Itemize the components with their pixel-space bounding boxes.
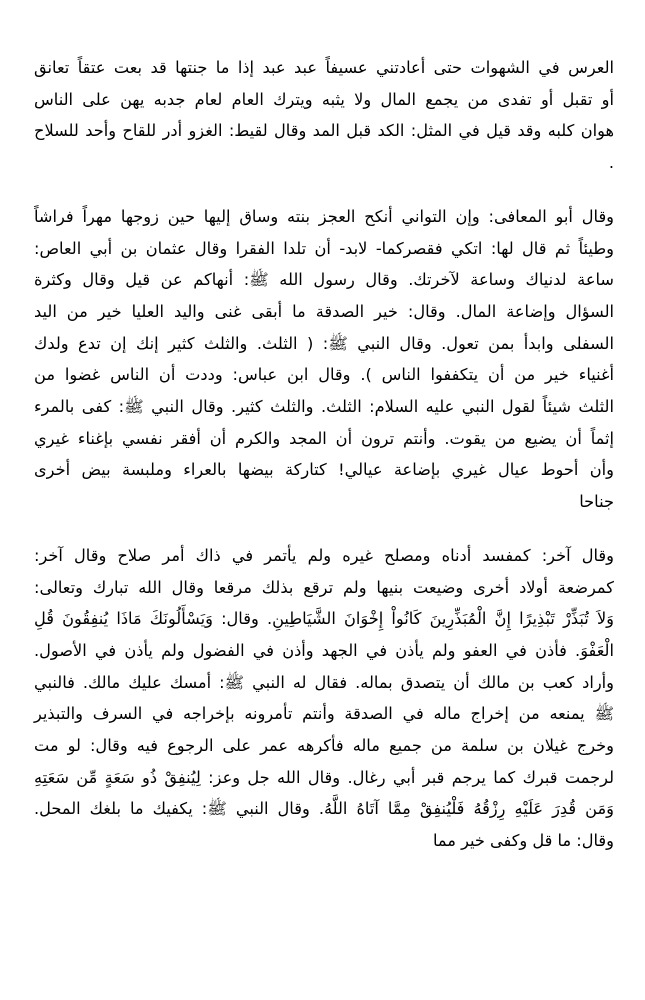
text-line: وقال أبو المعافى: وإن التواني أنكح العجز بنته وساق إليها حين زوجها مهراً فراشاً bbox=[34, 206, 614, 226]
text-line: وأن أحوط عيال غيري بإضاعة عيالي! كتاركة بيضها بالعراء وملبسة بيض أخرى bbox=[34, 460, 614, 480]
document-page bbox=[34, 52, 614, 857]
text-line: جناحا bbox=[579, 492, 614, 512]
text-line: وخرج غيلان بن سلمة من جميع ماله فأكرهه عمر على الرجوع فيه وقال: لو مت bbox=[34, 736, 614, 756]
paragraph bbox=[34, 52, 614, 179]
text-line: ساعة لدنياك وساعة لآخرتك. وقال رسول الله ﷺ: أنهاكم عن قيل وقال وكثرة bbox=[34, 270, 614, 290]
paragraph bbox=[34, 201, 614, 518]
text-line: أو تقبل أو تفدى من يجمع المال ولا يثبه ويترك العام لعام جدبه يهن على الناس bbox=[34, 89, 614, 109]
text-line: لرجمت قبرك كما يرجم قبر أبي رغال. وقال الله جل وعز: لِيُنفِقْ ذُو سَعَةٍ مِّن سَعَتِهِ bbox=[34, 767, 614, 787]
text-line: كمرضعة أولاد أخرى وضيعت بنيها ولم ترقع بذلك مرقعا وقال الله تبارك وتعالى: bbox=[34, 577, 614, 597]
text-line: السؤال وإضاعة المال. وقال: خير الصدقة ما أبقى غنى واليد العليا خير من اليد bbox=[34, 301, 614, 321]
text-line: أغنياء خير من أن يتكففوا الناس ). وقال ابن عباس: وددت أن الناس غضوا من bbox=[34, 365, 614, 385]
paragraph bbox=[34, 540, 614, 857]
text-line: وَلاَ تُبَذِّرْ تَبْذِيرًا إِنَّ الْمُبَذِّرِينَ كَانُواْ إِخْوَانَ الشَّيَاطِينِ. وقال: وَيَسْأَلُونَكَ مَاذَا يُنفِقُونَ قُلِ bbox=[34, 609, 614, 629]
text-line: الثلث شيئاً لقول النبي عليه السلام: الثلث. والثلث كثير. وقال النبي ﷺ: كفى بالمرء bbox=[34, 397, 614, 417]
text-line: وأراد كعب بن مالك أن يتصدق بماله. فقال له النبي ﷺ: أمسك عليك مالك. فالنبي bbox=[34, 672, 614, 692]
text-line: إثماً أن يضيع من يقوت. وأنتم ترون أن المجد والكرم أن أفقر نفسي بإغناء غيري bbox=[34, 428, 614, 448]
text-line: وقال: ما قل وكفى خير مما bbox=[432, 831, 614, 851]
text-line: الْعَفْوَ. فأذن في العفو ولم يأذن في الجهد وأذن في الفضول ولم يأذن في الأصول. bbox=[34, 640, 614, 660]
text-line: وَمَن قُدِرَ عَلَيْهِ رِزْقُهُ فَلْيُنفِقْ مِمَّا آتَاهُ اللَّهُ. وقال النبي ﷺ: يكفيك ما بلغك المحل. bbox=[34, 799, 614, 819]
text-line: العرس في الشهوات حتى أعادتني عسيفاً عبد عبد إذا ما جنتها قد بعت عتقاً تعانق bbox=[34, 58, 614, 77]
text-line: وقال آخر: كمفسد أدناه ومصلح غيره ولم يأتمر في ذاك أمر صلاح وقال آخر: bbox=[34, 545, 614, 565]
text-line: السفلى وابدأ بمن تعول. وقال النبي ﷺ: ( الثلث. والثلث كثير إنك إن تدع ولدك bbox=[34, 333, 614, 353]
text-line: هوان كلبه وقد قيل في المثل: الكد قبل المد وقال لقيط: الغزو أدر للقاح وأحد للسلاح bbox=[34, 121, 614, 141]
text-line: ﷺ يمنعه من إخراج ماله في الصدقة وأنتم تأمرونه بإخراجه في السرف والتبذير bbox=[34, 704, 614, 724]
text-line: . bbox=[608, 153, 614, 173]
text-line: وطيئاً ثم قال لها: اتكي فقصركما- لابد- أن تلدا الفقرا وقال عثمان بن أبي العاص: bbox=[34, 238, 614, 258]
